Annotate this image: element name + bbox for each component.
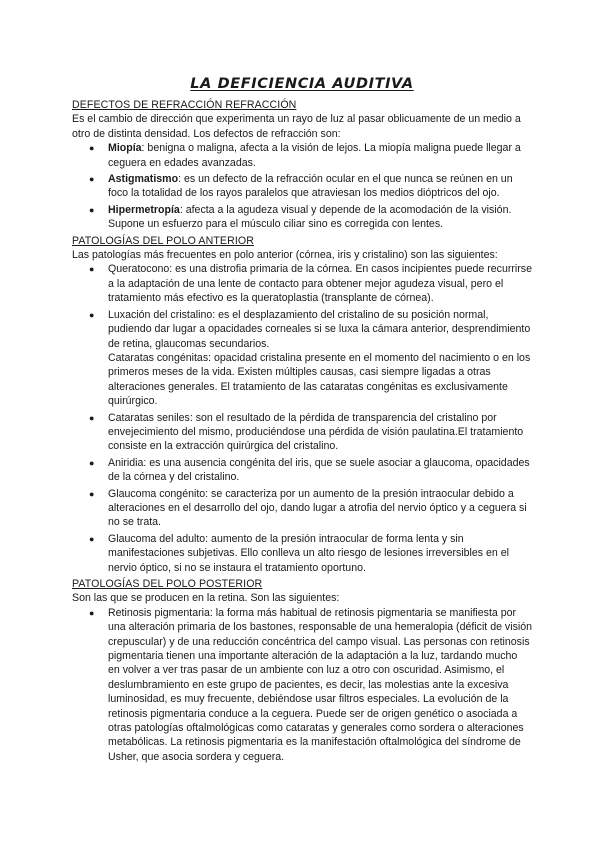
section-intro-posterior: Son las que se producen en la retina. Son las siguientes: — [72, 592, 340, 605]
section-heading-posterior: PATOLOGÍAS DEL POLO POSTERIOR — [72, 578, 263, 590]
item-text: Queratocono: es una distrofia primaria de la córnea. En casos incipientes puede recurrirse a la adaptación de una lente de contacto para obtener mejor agudeza visual, pero el tratamiento más efectivo es la queratoplastia (transplante de córnea). — [108, 263, 532, 305]
list-item — [72, 606, 532, 764]
bullet-icon: ● — [89, 143, 95, 154]
bullet-icon: ● — [89, 309, 95, 320]
section-intro-refraction: Es el cambio de dirección que experimenta un rayo de luz al pasar oblicuamente de un medio a otro de distinta densidad. Los defectos de refracción son: — [72, 113, 521, 140]
anterior-list — [72, 262, 532, 575]
list-item — [72, 532, 532, 575]
list-item — [72, 487, 532, 530]
bullet-icon: ● — [89, 264, 95, 275]
section-intro-anterior: Las patologías más frecuentes en polo anterior (córnea, iris y cristalino) son las siguientes: — [72, 249, 498, 262]
term-label: Hipermetropía — [108, 203, 180, 216]
bullet-icon: ● — [89, 412, 95, 423]
bullet-icon: ● — [89, 607, 95, 618]
item-text: : benigna o maligna, afecta a la visión de lejos. La miopía maligna puede llegar a ceguera en edades avanzadas. — [108, 142, 521, 169]
bullet-icon: ● — [89, 488, 95, 499]
list-item — [72, 411, 532, 454]
bullet-icon: ● — [89, 174, 95, 185]
section-heading-anterior: PATOLOGÍAS DEL POLO ANTERIOR — [72, 234, 254, 247]
item-text: Glaucoma congénito: se caracteriza por un aumento de la presión intraocular debido a alteraciones en el desarrollo del ojo, dando lugar a atrofia del nervio óptico y a ceguera si no se trata. — [108, 487, 527, 529]
bullet-icon: ● — [89, 457, 95, 468]
document-title: LA DEFICIENCIA AUDITIVA — [190, 76, 414, 92]
item-continuation: Cataratas congénitas: opacidad cristalina presente en el momento del nacimiento o en los primeros meses de la vida. Existen múltiples causas, casi siempre ligadas a otras alteraciones generales. El tratamiento de las cataratas congénitas es exclusivamente quirúrgico. — [108, 351, 531, 408]
list-item — [72, 308, 532, 409]
item-text: Aniridia: es una ausencia congénita del iris, que se suele asociar a glaucoma, opacidades de la córnea y del cristalino. — [108, 456, 530, 484]
posterior-list — [72, 606, 532, 764]
document-page — [72, 76, 532, 766]
item-text: Retinosis pigmentaria: la forma más habitual de retinosis pigmentaria se manifiesta por una alteración primaria de los bastones, responsable de una hemeralopia (déficit de visión crepuscular) y de una reducción concéntrica del campo visual. Las personas con retinosis pigmentaria tienen una importante alteración de la adaptación a la luz, tardando mucho en volver a ver tras pasar de un ambiente con luz a otro con oscuridad. Asimismo, el deslumbramiento en este grupo de pacientes, es decir, las molestias ante la excesiva luminosidad, es muy frecuente, debiéndose usar filtros especiales. La evolución de la retinosis pigmentaria conduce a la ceguera. Puede ser de origen genético o asociada a otras patologías oftalmológicas como cataratas y generales como sordera o alteraciones metabólicas. La retinosis pigmentaria es la manifestación oftalmológica del síndrome de Usher, que asocia sordera y ceguera. — [108, 606, 533, 763]
item-text: Glaucoma del adulto: aumento de la presión intraocular de forma lenta y sin manifestaciones subjetivas. Ello conlleva un alto riesgo de lesiones irreversibles en el nervio óptico, si no se instaura el tratamiento oportuno. — [108, 532, 510, 574]
list-item — [72, 141, 532, 170]
term-label: Miopía — [108, 142, 142, 155]
item-text: Cataratas seniles: son el resultado de la pérdida de transparencia del cristalino por envejecimiento del mismo, produciéndose una pérdida de visión paulatina.El tratamiento consiste en la extracción quirúrgica del cristalino. — [108, 411, 524, 453]
list-item — [72, 456, 532, 485]
section-heading-refraction: DEFECTOS DE REFRACCIÓN REFRACCIÓN — [72, 99, 297, 111]
item-text: Luxación del cristalino: es el desplazamiento del cristalino de su posición normal, pudiendo dar lugar a opacidades corneales si se luxa la cámara anterior, desprendimiento de retina, glaucomas secundarios. — [108, 308, 531, 350]
term-label: Astigmatismo — [108, 173, 179, 186]
list-item — [72, 262, 532, 305]
bullet-icon: ● — [89, 533, 95, 544]
item-text: : afecta a la agudeza visual y depende de la acomodación de la visión. Supone un esfuerzo para el músculo ciliar sino es corregida con lentes. — [108, 203, 512, 231]
list-item — [72, 172, 532, 201]
list-item — [72, 203, 532, 232]
bullet-icon: ● — [89, 204, 95, 215]
item-text: : es un defecto de la refracción ocular en el que nunca se reúnen en un foco la totalidad de los rayos paralelos que atraviesan los medios dióptricos del ojo. — [108, 173, 513, 200]
refraction-list — [72, 141, 532, 231]
